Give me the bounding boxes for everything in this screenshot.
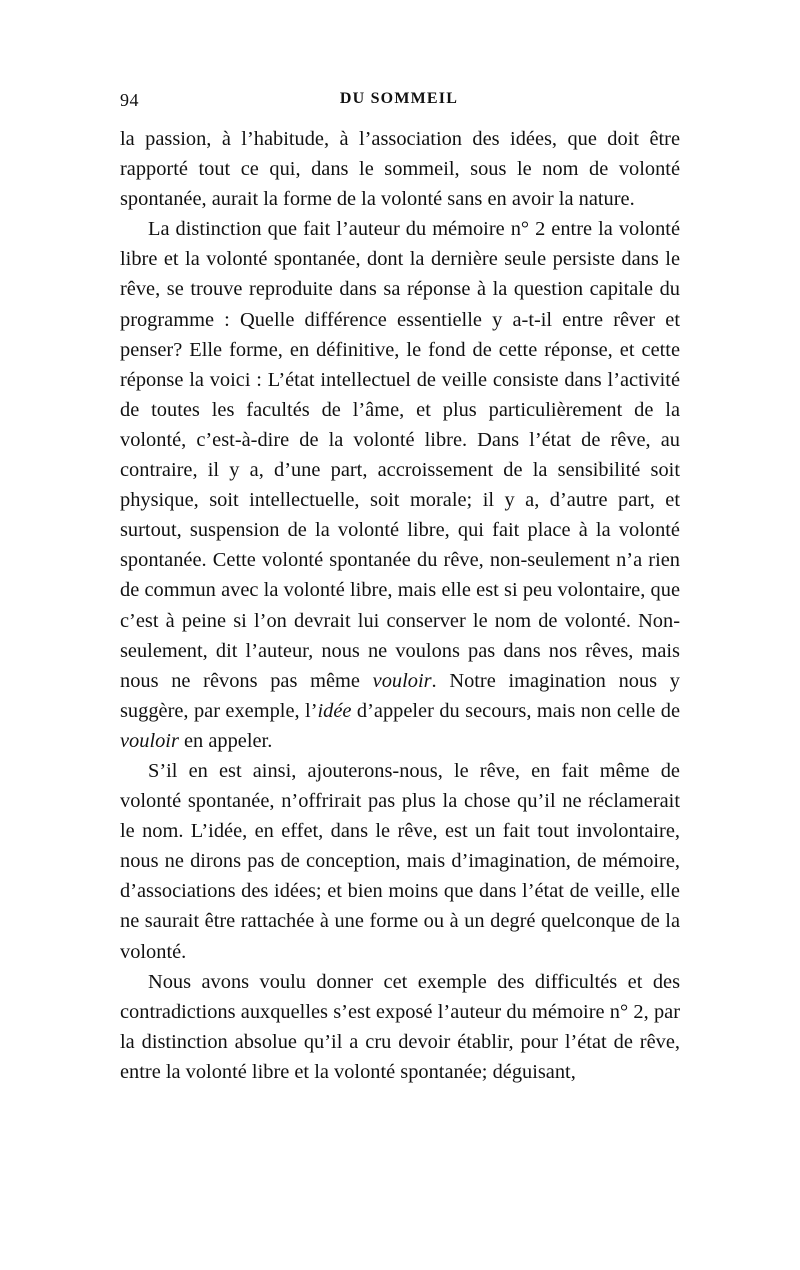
paragraph-2-text-b: . Notre imagination nous y suggère, par exemple, l’ (120, 669, 680, 722)
paragraph-2 (120, 214, 680, 756)
running-head: DU SOMMEIL (339, 90, 459, 107)
paragraph-3: S’il en est ainsi, ajouterons-nous, le rêve, en fait même de volonté spontanée, n’offrirait pas plus la chose qu’il ne réclamerait le nom. L’idée, en effet, dans le rêve, est un fait tout involontaire, nous ne dirons pas de conception, mais d’imagination, de mémoire, d’associations des idées; et bien moins que dans l’état de veille, elle ne saurait être rattachée à une forme ou à un degré quelconque de la volonté. (120, 759, 680, 963)
page-number: 94 (120, 90, 139, 110)
paragraph-2-text-a: La distinction que fait l’auteur du mémoire n° 2 entre la volonté libre et la volonté spontanée, dont la dernière seule persiste dans le rêve, se trouve reproduite dans sa réponse à la question capitale du programme : Quelle différence essentielle y a-t-il entre rêver et penser? Elle forme, en définitive, le fond de cette réponse, et cette réponse la voici : L’état intellectuel de veille consiste dans l’activité de toutes les facultés de l’âme, et plus particulièrement de la volonté, c’est-à-dire de la volonté libre. Dans l’état de rêve, au contraire, il y a, d’une part, accroissement de la sensibilité soit physique, soit intellectuelle, soit morale; il y a, d’autre part, et surtout, suspension de la volonté libre, qui fait place à la volonté spontanée. Cette volonté spontanée du rêve, non-seulement n’a rien de commun avec la volonté libre, mais elle est si peu volontaire, que c’est à peine si l’on devrait lui conserver le nom de volonté. Non-seulement, dit l’auteur, nous ne voulons pas dans nos rêves, mais nous ne rêvons pas même (120, 218, 680, 692)
page-body (120, 124, 680, 1087)
italic-vouloir-1: vouloir (372, 669, 432, 692)
paragraph-2-text-c: d’appeler du secours, mais non celle de (351, 699, 680, 722)
paragraph-1: la passion, à l’habitude, à l’association des idées, que doit être rapporté tout ce qui, dans le sommeil, sous le nom de volonté spontanée, aurait la forme de la volonté sans en avoir la nature. (120, 128, 680, 211)
italic-vouloir-2: vouloir (120, 729, 179, 752)
paragraph-2-text-d: en appeler. (178, 729, 273, 752)
page-header (120, 90, 678, 116)
italic-idee: idée (317, 699, 352, 722)
paragraph-4: Nous avons voulu donner cet exemple des difficultés et des contradictions auxquelles s’est exposé l’auteur du mémoire n° 2, par la distinction absolue qu’il a cru devoir établir, pour l’état de rêve, entre la volonté libre et la volonté spontanée; déguisant, (120, 970, 680, 1083)
